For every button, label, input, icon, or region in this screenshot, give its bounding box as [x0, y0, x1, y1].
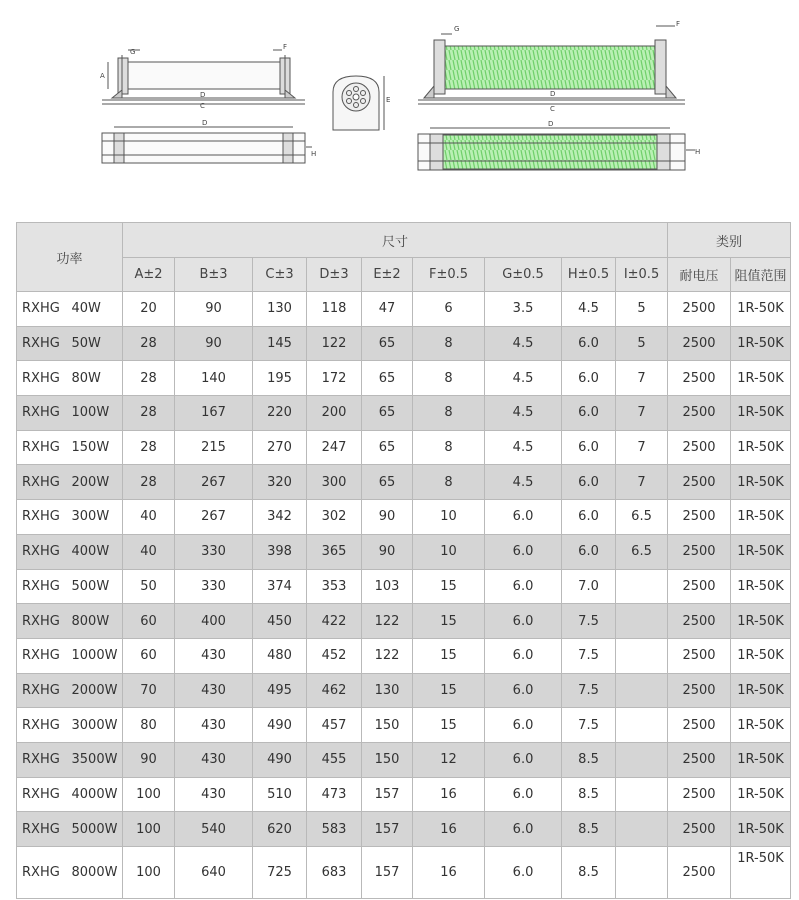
voltage-cell: 2500	[668, 777, 731, 812]
c-cell: 725	[253, 847, 307, 899]
a-cell: 28	[123, 396, 175, 431]
g-cell: 6.0	[485, 812, 562, 847]
table-row	[17, 638, 791, 673]
voltage-cell: 2500	[668, 534, 731, 569]
c-cell: 480	[253, 638, 307, 673]
voltage-cell: 2500	[668, 604, 731, 639]
i-cell: 7	[616, 361, 668, 396]
column-header: C±3	[253, 258, 307, 292]
e-cell: 47	[362, 292, 413, 327]
f-cell: 8	[413, 430, 485, 465]
g-cell: 4.5	[485, 465, 562, 500]
table-row	[17, 569, 791, 604]
f-cell: 10	[413, 500, 485, 535]
voltage-cell: 2500	[668, 396, 731, 431]
model-cell: RXHG	[17, 638, 68, 673]
range-cell: 1R-50K	[731, 465, 791, 500]
e-cell: 150	[362, 708, 413, 743]
a-cell: 70	[123, 673, 175, 708]
e-cell: 157	[362, 812, 413, 847]
model-cell: RXHG	[17, 812, 68, 847]
d-cell: 583	[307, 812, 362, 847]
model-cell: RXHG	[17, 742, 68, 777]
drawing-top-view-plain	[102, 127, 312, 163]
g-cell: 6.0	[485, 777, 562, 812]
label-e-end: E	[386, 96, 391, 104]
model-cell: RXHG	[17, 534, 68, 569]
d-cell: 118	[307, 292, 362, 327]
b-cell: 167	[175, 396, 253, 431]
d-cell: 122	[307, 326, 362, 361]
g-cell: 6.0	[485, 569, 562, 604]
power-cell: 4000W	[68, 777, 123, 812]
i-cell: 5	[616, 292, 668, 327]
a-cell: 28	[123, 430, 175, 465]
d-cell: 457	[307, 708, 362, 743]
power-cell: 800W	[68, 604, 123, 639]
a-cell: 60	[123, 604, 175, 639]
h-cell: 6.0	[562, 500, 616, 535]
voltage-cell: 2500	[668, 742, 731, 777]
c-cell: 620	[253, 812, 307, 847]
e-cell: 65	[362, 361, 413, 396]
column-header: F±0.5	[413, 258, 485, 292]
model-cell: RXHG	[17, 292, 68, 327]
model-cell: RXHG	[17, 777, 68, 812]
b-cell: 640	[175, 847, 253, 899]
h-cell: 6.0	[562, 361, 616, 396]
e-cell: 150	[362, 742, 413, 777]
c-cell: 495	[253, 673, 307, 708]
table-row	[17, 742, 791, 777]
f-cell: 15	[413, 569, 485, 604]
column-header: A±2	[123, 258, 175, 292]
c-cell: 450	[253, 604, 307, 639]
range-cell: 1R-50K	[731, 569, 791, 604]
table-row	[17, 812, 791, 847]
d-cell: 247	[307, 430, 362, 465]
a-cell: 28	[123, 326, 175, 361]
power-cell: 80W	[68, 361, 123, 396]
table-row	[17, 604, 791, 639]
range-cell: 1R-50K	[731, 396, 791, 431]
f-cell: 16	[413, 812, 485, 847]
f-cell: 15	[413, 708, 485, 743]
table-row	[17, 777, 791, 812]
f-cell: 8	[413, 326, 485, 361]
f-cell: 8	[413, 396, 485, 431]
g-cell: 6.0	[485, 534, 562, 569]
voltage-cell: 2500	[668, 708, 731, 743]
range-cell: 1R-50K	[731, 534, 791, 569]
power-cell: 1000W	[68, 638, 123, 673]
f-cell: 15	[413, 604, 485, 639]
range-cell: 1R-50K	[731, 847, 791, 899]
model-cell: RXHG	[17, 326, 68, 361]
a-cell: 100	[123, 847, 175, 899]
e-cell: 65	[362, 430, 413, 465]
label-d-left: D	[200, 91, 206, 99]
b-cell: 90	[175, 292, 253, 327]
h-cell: 8.5	[562, 777, 616, 812]
i-cell	[616, 742, 668, 777]
range-cell: 1R-50K	[731, 638, 791, 673]
model-cell: RXHG	[17, 500, 68, 535]
range-cell: 1R-50K	[731, 361, 791, 396]
a-cell: 100	[123, 777, 175, 812]
h-cell: 7.5	[562, 638, 616, 673]
size-group-header: 尺寸	[123, 223, 668, 258]
b-cell: 140	[175, 361, 253, 396]
i-cell: 7	[616, 465, 668, 500]
e-cell: 90	[362, 534, 413, 569]
c-cell: 490	[253, 708, 307, 743]
column-header: E±2	[362, 258, 413, 292]
i-cell	[616, 638, 668, 673]
voltage-cell: 2500	[668, 673, 731, 708]
voltage-cell: 2500	[668, 326, 731, 361]
column-header: 耐电压	[668, 258, 731, 292]
a-cell: 28	[123, 361, 175, 396]
c-cell: 145	[253, 326, 307, 361]
power-cell: 200W	[68, 465, 123, 500]
voltage-cell: 2500	[668, 361, 731, 396]
e-cell: 103	[362, 569, 413, 604]
h-cell: 7.0	[562, 569, 616, 604]
h-cell: 6.0	[562, 396, 616, 431]
g-cell: 4.5	[485, 396, 562, 431]
e-cell: 65	[362, 396, 413, 431]
a-cell: 100	[123, 812, 175, 847]
power-cell: 500W	[68, 569, 123, 604]
e-cell: 65	[362, 465, 413, 500]
h-cell: 6.0	[562, 430, 616, 465]
table-body	[17, 292, 791, 899]
voltage-cell: 2500	[668, 292, 731, 327]
e-cell: 122	[362, 604, 413, 639]
label-f-right: F	[676, 20, 681, 28]
b-cell: 540	[175, 812, 253, 847]
column-header: D±3	[307, 258, 362, 292]
d-cell: 455	[307, 742, 362, 777]
g-cell: 3.5	[485, 292, 562, 327]
i-cell	[616, 569, 668, 604]
d-cell: 300	[307, 465, 362, 500]
voltage-cell: 2500	[668, 569, 731, 604]
table-row	[17, 534, 791, 569]
table-row	[17, 847, 791, 899]
label-f-left: F	[283, 43, 288, 51]
f-cell: 6	[413, 292, 485, 327]
f-cell: 15	[413, 638, 485, 673]
a-cell: 90	[123, 742, 175, 777]
model-cell: RXHG	[17, 430, 68, 465]
model-cell: RXHG	[17, 847, 68, 899]
voltage-cell: 2500	[668, 465, 731, 500]
c-cell: 130	[253, 292, 307, 327]
column-header: 阻值范围	[731, 258, 791, 292]
i-cell	[616, 673, 668, 708]
label-d-right: D	[550, 90, 556, 98]
drawing-end-view	[333, 76, 384, 130]
b-cell: 267	[175, 465, 253, 500]
i-cell	[616, 604, 668, 639]
power-cell: 2000W	[68, 673, 123, 708]
c-cell: 398	[253, 534, 307, 569]
column-header: B±3	[175, 258, 253, 292]
e-cell: 65	[362, 326, 413, 361]
g-cell: 6.0	[485, 604, 562, 639]
i-cell: 6.5	[616, 500, 668, 535]
table-row	[17, 500, 791, 535]
a-cell: 80	[123, 708, 175, 743]
d-cell: 172	[307, 361, 362, 396]
model-cell: RXHG	[17, 673, 68, 708]
h-cell: 7.5	[562, 604, 616, 639]
i-cell: 5	[616, 326, 668, 361]
h-cell: 7.5	[562, 708, 616, 743]
f-cell: 8	[413, 465, 485, 500]
a-cell: 60	[123, 638, 175, 673]
i-cell: 7	[616, 396, 668, 431]
b-cell: 430	[175, 708, 253, 743]
c-cell: 195	[253, 361, 307, 396]
table-row	[17, 396, 791, 431]
spec-table	[16, 222, 791, 899]
i-cell: 6.5	[616, 534, 668, 569]
e-cell: 157	[362, 847, 413, 899]
c-cell: 510	[253, 777, 307, 812]
a-cell: 40	[123, 534, 175, 569]
a-cell: 50	[123, 569, 175, 604]
column-header: G±0.5	[485, 258, 562, 292]
voltage-cell: 2500	[668, 638, 731, 673]
h-cell: 6.0	[562, 465, 616, 500]
b-cell: 430	[175, 742, 253, 777]
b-cell: 330	[175, 534, 253, 569]
i-cell: 7	[616, 430, 668, 465]
g-cell: 4.5	[485, 326, 562, 361]
h-cell: 8.5	[562, 812, 616, 847]
c-cell: 320	[253, 465, 307, 500]
h-cell: 7.5	[562, 673, 616, 708]
table-row	[17, 673, 791, 708]
range-cell: 1R-50K	[731, 673, 791, 708]
i-cell	[616, 812, 668, 847]
i-cell	[616, 847, 668, 899]
power-cell: 400W	[68, 534, 123, 569]
a-cell: 20	[123, 292, 175, 327]
power-cell: 100W	[68, 396, 123, 431]
table-row	[17, 465, 791, 500]
c-cell: 220	[253, 396, 307, 431]
power-cell: 5000W	[68, 812, 123, 847]
h-cell: 8.5	[562, 742, 616, 777]
table-row	[17, 326, 791, 361]
b-cell: 430	[175, 777, 253, 812]
range-cell: 1R-50K	[731, 742, 791, 777]
d-cell: 422	[307, 604, 362, 639]
label-c-left: C	[200, 102, 205, 110]
table-row	[17, 708, 791, 743]
drawing-top-view-coil	[418, 128, 695, 170]
c-cell: 490	[253, 742, 307, 777]
label-a-left: A	[100, 72, 105, 80]
h-cell: 6.0	[562, 326, 616, 361]
b-cell: 215	[175, 430, 253, 465]
g-cell: 6.0	[485, 708, 562, 743]
f-cell: 10	[413, 534, 485, 569]
d-cell: 452	[307, 638, 362, 673]
model-cell: RXHG	[17, 396, 68, 431]
f-cell: 16	[413, 847, 485, 899]
power-cell: 8000W	[68, 847, 123, 899]
e-cell: 90	[362, 500, 413, 535]
power-cell: 3500W	[68, 742, 123, 777]
g-cell: 4.5	[485, 361, 562, 396]
column-header: H±0.5	[562, 258, 616, 292]
a-cell: 40	[123, 500, 175, 535]
b-cell: 330	[175, 569, 253, 604]
model-cell: RXHG	[17, 361, 68, 396]
voltage-cell: 2500	[668, 430, 731, 465]
technical-drawings	[0, 0, 799, 215]
d-cell: 200	[307, 396, 362, 431]
d-cell: 462	[307, 673, 362, 708]
g-cell: 6.0	[485, 847, 562, 899]
label-h-right: H	[695, 148, 701, 156]
a-cell: 28	[123, 465, 175, 500]
range-cell: 1R-50K	[731, 708, 791, 743]
b-cell: 430	[175, 673, 253, 708]
f-cell: 15	[413, 673, 485, 708]
h-cell: 4.5	[562, 292, 616, 327]
g-cell: 6.0	[485, 742, 562, 777]
g-cell: 6.0	[485, 673, 562, 708]
b-cell: 90	[175, 326, 253, 361]
g-cell: 6.0	[485, 500, 562, 535]
i-cell	[616, 708, 668, 743]
g-cell: 4.5	[485, 430, 562, 465]
voltage-cell: 2500	[668, 812, 731, 847]
range-cell: 1R-50K	[731, 812, 791, 847]
table-row	[17, 292, 791, 327]
d-cell: 683	[307, 847, 362, 899]
label-h-left: H	[311, 150, 317, 158]
label-g-right: G	[454, 25, 460, 33]
d-cell: 353	[307, 569, 362, 604]
h-cell: 8.5	[562, 847, 616, 899]
b-cell: 430	[175, 638, 253, 673]
c-cell: 270	[253, 430, 307, 465]
c-cell: 342	[253, 500, 307, 535]
column-header: I±0.5	[616, 258, 668, 292]
f-cell: 12	[413, 742, 485, 777]
c-cell: 374	[253, 569, 307, 604]
voltage-cell: 2500	[668, 500, 731, 535]
label-c-right: C	[550, 105, 555, 113]
range-cell: 1R-50K	[731, 326, 791, 361]
label-d-top-left: D	[202, 119, 208, 127]
table-row	[17, 430, 791, 465]
model-cell: RXHG	[17, 569, 68, 604]
d-cell: 473	[307, 777, 362, 812]
d-cell: 365	[307, 534, 362, 569]
b-cell: 267	[175, 500, 253, 535]
range-cell: 1R-50K	[731, 430, 791, 465]
range-cell: 1R-50K	[731, 777, 791, 812]
d-cell: 302	[307, 500, 362, 535]
model-cell: RXHG	[17, 708, 68, 743]
power-cell: 150W	[68, 430, 123, 465]
h-cell: 6.0	[562, 534, 616, 569]
model-cell: RXHG	[17, 604, 68, 639]
range-cell: 1R-50K	[731, 604, 791, 639]
power-cell: 300W	[68, 500, 123, 535]
range-cell: 1R-50K	[731, 500, 791, 535]
e-cell: 130	[362, 673, 413, 708]
e-cell: 122	[362, 638, 413, 673]
power-cell: 50W	[68, 326, 123, 361]
power-cell: 40W	[68, 292, 123, 327]
i-cell	[616, 777, 668, 812]
label-g-left: G	[130, 48, 136, 56]
category-group-header: 类别	[668, 223, 791, 258]
power-group-header: 功率	[17, 223, 123, 292]
label-d-top-right: D	[548, 120, 554, 128]
e-cell: 157	[362, 777, 413, 812]
f-cell: 8	[413, 361, 485, 396]
g-cell: 6.0	[485, 638, 562, 673]
voltage-cell: 2500	[668, 847, 731, 899]
f-cell: 16	[413, 777, 485, 812]
power-cell: 3000W	[68, 708, 123, 743]
b-cell: 400	[175, 604, 253, 639]
table-row	[17, 361, 791, 396]
range-cell: 1R-50K	[731, 292, 791, 327]
model-cell: RXHG	[17, 465, 68, 500]
